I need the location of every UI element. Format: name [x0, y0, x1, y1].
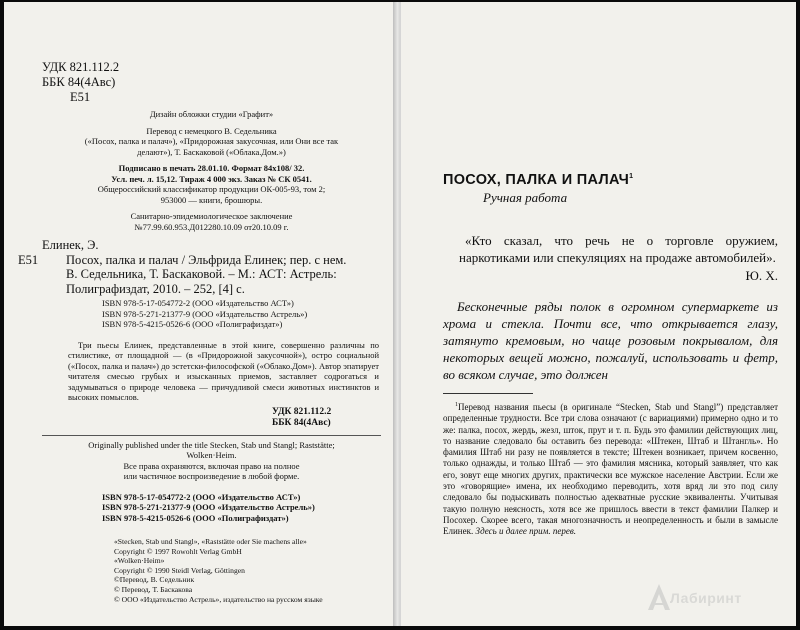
epigraph-author: Ю. Х.	[745, 268, 778, 283]
catalog-index: Е51	[18, 252, 39, 267]
left-page	[4, 2, 396, 626]
original-line-3: Все права охраняются, включая право на полное	[123, 460, 300, 471]
play-title-text: ПОСОХ, ПАЛКА И ПАЛАЧ	[443, 172, 630, 188]
sanit-line-1: Санитарно-эпидемиологическое заключение	[130, 211, 293, 221]
play-title	[443, 172, 778, 188]
original-line-1: Originally published under the title Stecken, Stab und Stangl; Raststätte;	[88, 439, 335, 450]
catalog-entry	[66, 253, 381, 297]
entry-line-3: Полиграфиздат, 2010. – 252, [4] с.	[66, 281, 245, 296]
isbn-line-3: ISBN 978-5-4215-0526-6 (ООО «Полиграфиздат»)	[102, 319, 283, 329]
sanit-line-2: №77.99.60.953.Д012280.10.09 от20.10.09 г.	[134, 221, 289, 232]
rights-line-5: ©Перевод, В. Седельник	[114, 575, 195, 585]
print-line-2: Усл. печ. л. 15,12. Тираж 4 000 экз. Заказ № СК 0541.	[111, 173, 312, 184]
rights-line-7: © ООО «Издательство Астрель», издательство на русском языке	[114, 594, 323, 604]
imprint-block	[76, 109, 347, 232]
rights-line-4: Copyright © 1990 Steidl Verlag, Göttingen	[114, 565, 245, 575]
play-subtitle: Ручная работа	[483, 190, 568, 205]
print-line-1: Подписано в печать 28.01.10. Формат 84х108/ 32.	[118, 163, 305, 173]
translation-line-3: делают»), Т. Баскаковой («Облака.Дом.»)	[137, 146, 286, 157]
entry-line-2: В. Седельника, Т. Баскаковой. – М.: АСТ: Астрель:	[66, 267, 337, 281]
right-page	[400, 2, 796, 626]
footnote-mark: 1	[455, 402, 458, 408]
original-line-2: Wolken·Heim.	[186, 450, 237, 460]
footnote	[443, 400, 778, 538]
author-index: Е51	[70, 90, 91, 104]
annotation: Три пьесы Елинек, представленные в этой книге, совершенно различны по стилистике, от площадной — (в «Придорожной закусочной»), остро социальной («Посох, палка и палач») до эстетски-философской («Облако.Дом»). Автор эпатирует читателя смесью грубых и изысканных приемов, заставляет содрогаться и задумываться о природе человека — причудливой смеси животных инстинктов и высоких помыслов.	[68, 339, 379, 402]
bbk-code: ББК 84(4Авс)	[42, 75, 116, 89]
translation-line-1: Перевод с немецкого В. Седельника	[146, 125, 277, 136]
udk-code: УДК 821.112.2	[42, 60, 120, 74]
isbn-bold-line-2: ISBN 978-5-271-21377-9 (ООО «Издательство Астрель»)	[102, 502, 315, 512]
catalog-author-name: Елинек, Э.	[42, 238, 99, 252]
original-line-4: или частичное воспроизведение в любой форме.	[123, 471, 300, 481]
isbn-line-2: ISBN 978-5-271-21377-9 (ООО «Издательство Астрель»)	[102, 308, 308, 319]
entry-line-1: Посох, палка и палач / Эльфрида Елинек; пер. с нем.	[66, 252, 347, 267]
epigraph: «Кто сказал, что речь не о торговле оружием, наркотиками или спекуляциях на продаже автомобилей».	[459, 233, 778, 265]
udk-repeat	[272, 407, 381, 429]
okp-line-1: Общероссийский классификатор продукции ОК-005-93, том 2;	[97, 184, 326, 194]
footnote-tail: Здесь и далее прим. перев.	[475, 526, 577, 537]
isbn-bold-line-3: ISBN 978-5-4215-0526-6 (ООО «Полиграфиздат»)	[102, 512, 289, 523]
cover-design: Дизайн обложки студии «Графит»	[149, 109, 274, 119]
isbn-list	[102, 298, 381, 330]
footnote-text: Перевод названия пьесы (в оригинале “Stecken, Stab und Stangl”) представляет определенные трудности. Все три слова означают (с вариациями) примерно одно и то же: палка, посох, жердь, жезл, шток, прут и т. п. Будь это фамилии действующих лиц, то название следовало бы оставить без перевода: «Штекен, Штаб и Штангль». Но фамилия Штаб ни разу не появляется в тексте; Штекен возникает, причем косвенно, только однажды, и только Штаб — это фамилия мясника, который заявляет, что как его, зовут еще многих других, практически все мужское население Австрии. Если же это «говорящие» имена, их необходимо переводить, хотя вряд ли это под силу следовало бы подыскивать полностью адекватные русские эквиваленты. Учитывая такую полную неясность, хотя все же пришлось ввести в текст фамилии Палкер и Посохер. Скорее всего, такая многозначность и неопределенность и были в замысле Елинек.	[443, 402, 778, 537]
body-text: Бесконечные ряды полок в огромном супермаркете из хрома и стекла. Почти все, что открывается глазу, затянуто кремовым, но чаще розовым покрывалом, для некоторых вещей можно, пожалуй, использовать и фетр, во всяком случае, это должен	[443, 299, 778, 382]
udk2-code: УДК 821.112.2	[272, 406, 332, 417]
copyright-block	[114, 537, 381, 604]
isbn-bold-line-1: ISBN 978-5-17-054772-2 (ООО «Издательство АСТ»)	[102, 491, 301, 502]
divider-line	[42, 435, 381, 436]
title-footnote-mark: 1	[629, 173, 634, 181]
classification-block	[42, 60, 381, 105]
isbn-line-1: ISBN 978-5-17-054772-2 (ООО «Издательство АСТ»)	[102, 298, 294, 308]
okp-line-2: 953000 — книги, брошюры.	[160, 194, 263, 205]
bbk2-code: ББК 84(4Авс)	[272, 417, 331, 428]
footnote-rule	[443, 393, 533, 394]
rights-line-3: «Wolken·Heim»	[114, 556, 165, 566]
rights-line-2: Copyright © 1997 Rowohlt Verlag GmbH	[114, 546, 242, 556]
original-title-block	[42, 440, 381, 482]
watermark-logo-icon	[646, 582, 672, 612]
isbn-bold-list	[102, 492, 381, 524]
rights-line-6: © Перевод, Т. Баскакова	[114, 584, 193, 594]
rights-line-1: «Stecken, Stab und Stangl», «Raststätte oder Sie machens alle»	[114, 537, 307, 546]
translation-line-2: («Посох, палка и палач»), «Придорожная закусочная, или Они все так	[84, 136, 339, 146]
watermark-text: Лабиринт	[670, 590, 742, 606]
